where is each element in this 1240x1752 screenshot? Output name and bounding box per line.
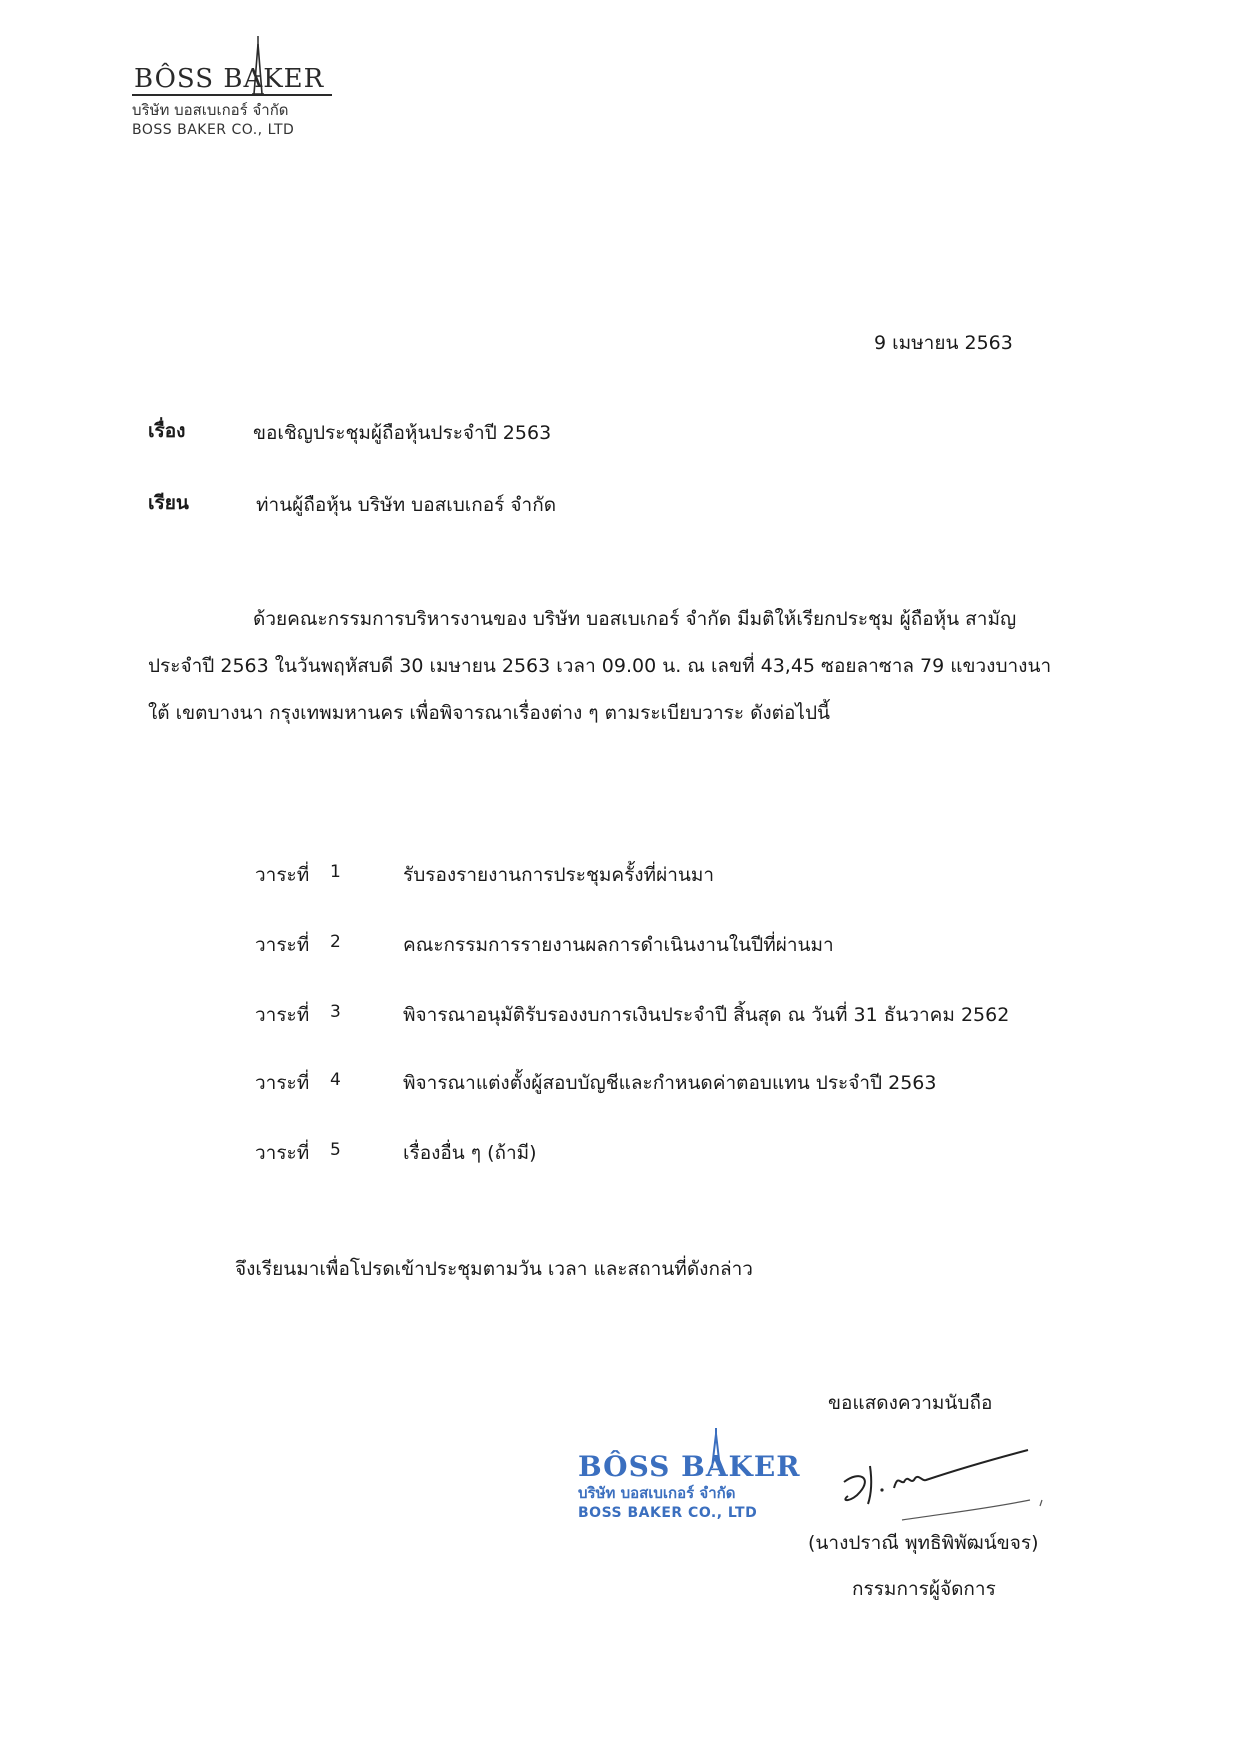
- agenda-label: วาระที่: [255, 1072, 310, 1094]
- agenda-number: 1: [330, 862, 341, 882]
- stamp-brand: BÔSS BAKER: [578, 1450, 801, 1483]
- agenda-label: วาระที่: [255, 1142, 310, 1164]
- complimentary-close: ขอแสดงความนับถือ: [828, 1392, 993, 1414]
- body-paragraph: [148, 596, 1068, 737]
- stamp-tower-icon: [706, 1428, 726, 1468]
- letter-date: 9 เมษายน 2563: [874, 332, 1013, 354]
- recipient-label: เรียน: [148, 492, 189, 514]
- logo-underline: [132, 94, 332, 96]
- agenda-text: เรื่องอื่น ๆ (ถ้ามี): [403, 1142, 537, 1164]
- company-logo: [132, 36, 352, 138]
- agenda-text: พิจารณาแต่งตั้งผู้สอบบัญชีและกำหนดค่าตอบแทน ประจำปี 2563: [403, 1072, 937, 1094]
- stamp-thai-name: บริษัท บอสเบเกอร์ จำกัด: [578, 1484, 736, 1502]
- agenda-label: วาระที่: [255, 1004, 310, 1026]
- signatory-title: กรรมการผู้จัดการ: [852, 1578, 996, 1600]
- signatory-name: (นางปราณี พุทธิพิพัฒน์ขจร): [808, 1532, 1039, 1554]
- handwritten-signature: [830, 1430, 1060, 1530]
- agenda-number: 2: [330, 932, 341, 952]
- subject-label: เรื่อง: [148, 420, 186, 442]
- company-stamp: [578, 1430, 818, 1521]
- logo-english-name: BOSS BAKER CO., LTD: [132, 122, 295, 138]
- closing-text: จึงเรียนมาเพื่อโปรดเข้าประชุมตามวัน เวลา และสถานที่ดังกล่าว: [235, 1258, 753, 1280]
- logo-brand-text: BÔSS BAKER: [134, 64, 325, 94]
- agenda-label: วาระที่: [255, 934, 310, 956]
- recipient-text: ท่านผู้ถือหุ้น บริษัท บอสเบเกอร์ จำกัด: [256, 494, 557, 516]
- logo-thai-name: บริษัท บอสเบเกอร์ จำกัด: [132, 101, 289, 119]
- agenda-text: คณะกรรมการรายงานผลการดำเนินงานในปีที่ผ่านมา: [403, 934, 834, 956]
- agenda-text: พิจารณาอนุมัติรับรองงบการเงินประจำปี สิ้นสุด ณ วันที่ 31 ธันวาคม 2562: [403, 1004, 1010, 1026]
- agenda-label: วาระที่: [255, 864, 310, 886]
- agenda-number: 5: [330, 1140, 341, 1160]
- agenda-text: รับรองรายงานการประชุมครั้งที่ผ่านมา: [403, 864, 715, 886]
- subject-text: ขอเชิญประชุมผู้ถือหุ้นประจำปี 2563: [253, 422, 552, 444]
- agenda-number: 4: [330, 1070, 341, 1090]
- agenda-number: 3: [330, 1002, 341, 1022]
- body-paragraph-text: ด้วยคณะกรรมการบริหารงานของ บริษัท บอสเบเกอร์ จำกัด มีมติให้เรียกประชุม ผู้ถือหุ้น สามัญประจำปี 2563 ในวันพฤหัสบดี 30 เมษายน 2563 เวลา 09.00 น. ณ เลขที่ 43,45 ซอยลาซาล 79 แขวงบางนาใต้ เขตบางนา กรุงเทพมหานคร เพื่อพิจารณาเรื่องต่าง ๆ ตามระเบียบวาระ ดังต่อไปนี้: [148, 608, 1052, 724]
- stamp-english-name: BOSS BAKER CO., LTD: [578, 1505, 758, 1521]
